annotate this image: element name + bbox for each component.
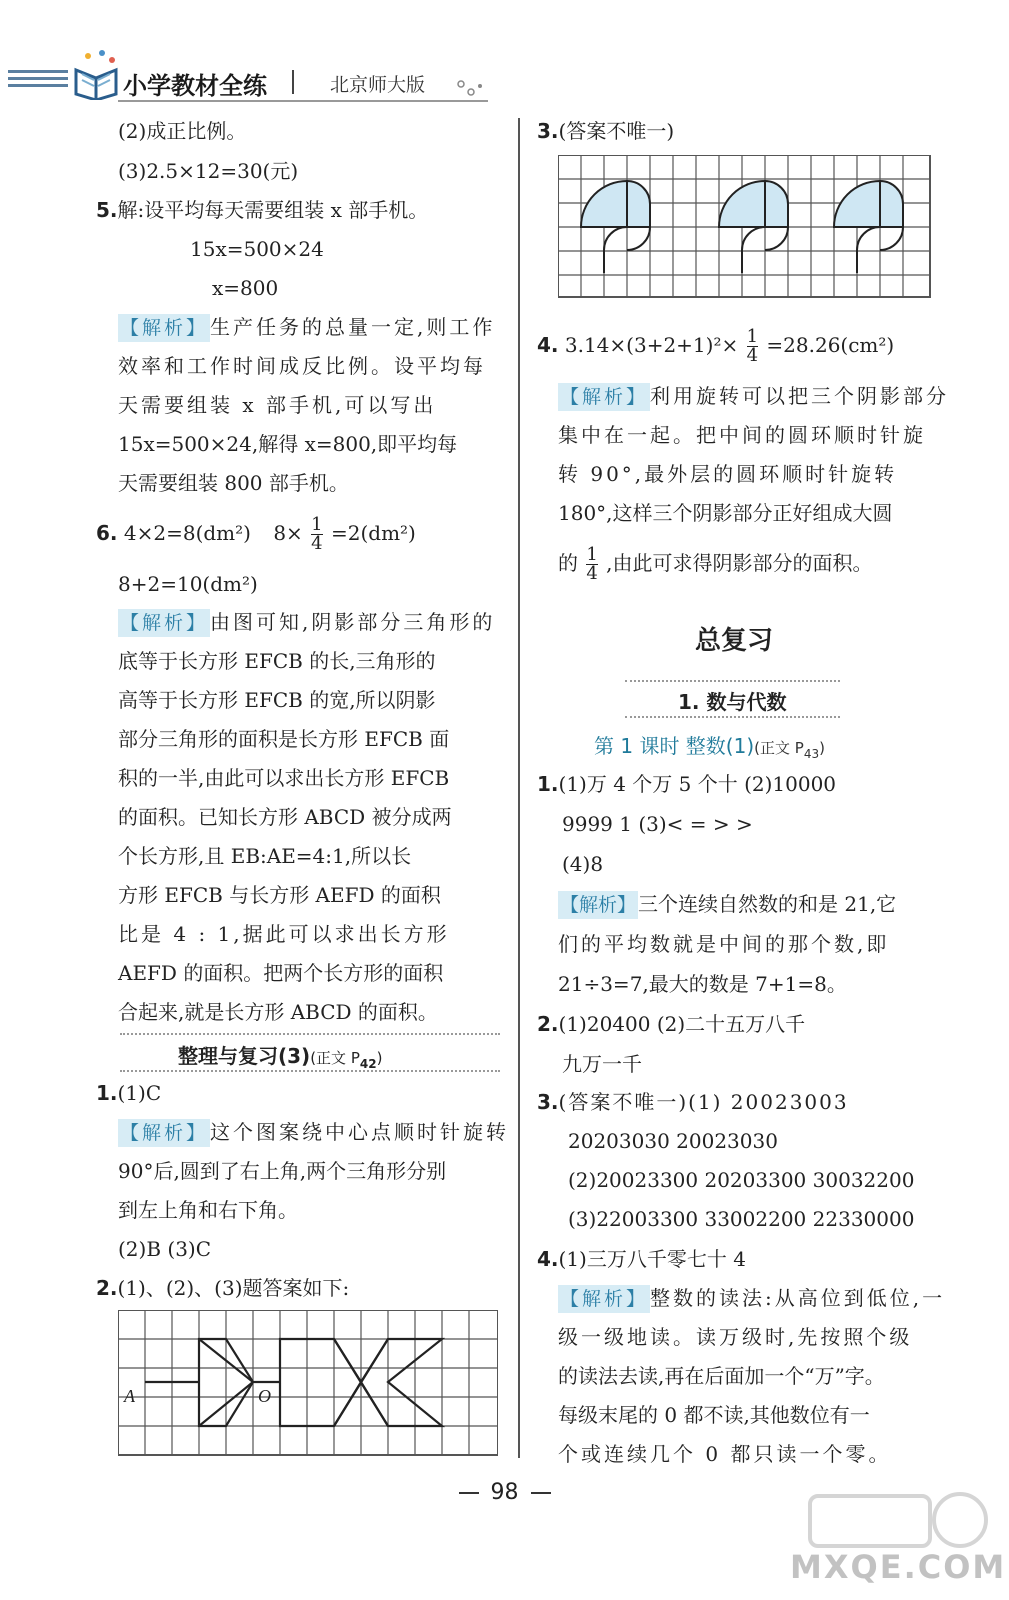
analysis-tag: 【解析】 — [558, 383, 650, 411]
lesson-question-1 — [537, 770, 836, 798]
section-ref-page: 42 — [359, 1057, 377, 1071]
review-question-2 — [96, 1274, 349, 1302]
question-number: 2. — [96, 1276, 118, 1300]
question-text: (答案不唯一) — [558, 119, 675, 143]
analysis-line: 个或连续几个 0 都只读一个零。 — [558, 1442, 892, 1466]
answer-text: 8× — [273, 521, 303, 545]
answer-line: (3)22003300 33002200 22330000 — [568, 1207, 915, 1231]
answer-line: 20203030 20023030 — [568, 1129, 778, 1153]
chapter-title: 总复习 — [695, 626, 774, 656]
fraction-numerator: 1 — [586, 544, 598, 565]
analysis-line: 方形 EFCB 与长方形 AEFD 的面积 — [118, 883, 441, 907]
lesson-question-4 — [537, 1245, 746, 1273]
analysis-line: 90°后,圆到了右上角,两个三角形分别 — [118, 1159, 447, 1183]
question-5 — [96, 196, 428, 224]
analysis-line: 比是 4 : 1,据此可以求出长方形 — [118, 922, 450, 946]
answer-text: 3.14×(3+2+1)²× — [564, 333, 739, 357]
fraction — [311, 516, 322, 553]
analysis-line — [558, 890, 896, 919]
analysis-text: 三个连续自然数的和是 21,它 — [638, 892, 897, 916]
answer-line: 九万一千 — [562, 1052, 642, 1076]
unit-rule — [625, 716, 840, 718]
brand-title: 小学教材全练 — [123, 72, 267, 100]
analysis-text: 利用旋转可以把三个阴影部分 — [650, 384, 950, 408]
analysis-line: 21÷3=7,最大的数是 7+1=8。 — [558, 972, 847, 996]
lesson-ref-page: 43 — [803, 747, 820, 761]
page-header — [0, 0, 1009, 110]
answer-text: =28.26(cm²) — [766, 333, 895, 357]
answer-text: (1)20400 (2)二十五万八千 — [558, 1012, 806, 1036]
analysis-line — [558, 546, 873, 583]
analysis-text: 生产任务的总量一定,则工作 — [210, 315, 496, 339]
analysis-line: 天需要组装 x 部手机,可以写出 — [118, 393, 437, 417]
figure-shapes — [145, 1339, 442, 1426]
question-number: 4. — [537, 333, 559, 357]
analysis-tag: 【解析】 — [118, 314, 210, 342]
question-number: 3. — [537, 1090, 559, 1114]
section-ref: (正文 P — [310, 1049, 360, 1067]
question-6 — [96, 516, 416, 553]
answer-line: (3)2.5×12=30(元) — [118, 159, 299, 183]
fraction-numerator: 1 — [746, 326, 759, 347]
analysis-line: 15x=500×24,解得 x=800,即平均每 — [118, 432, 458, 456]
section-rule — [120, 1070, 500, 1072]
header-decor-lines — [8, 70, 68, 91]
answer-text: (1)三万八千零七十 4 — [558, 1247, 746, 1271]
question-text: (1)、(2)、(3)题答案如下: — [117, 1276, 350, 1300]
lesson-question-3 — [537, 1088, 849, 1116]
analysis-line: 效率和工作时间成反比例。设平均每 — [118, 354, 486, 378]
analysis-tag: 【解析】 — [558, 1285, 650, 1313]
analysis-line: 180°,这样三个阴影部分正好组成大圆 — [558, 501, 893, 525]
pinwheel-shapes — [581, 181, 903, 273]
question-number: 4. — [537, 1247, 559, 1271]
unit-rule — [625, 680, 840, 682]
analysis-line: 们的平均数就是中间的那个数,即 — [558, 932, 890, 956]
analysis-text: 整数的读法:从高位到低位,一 — [650, 1286, 946, 1310]
book-icon — [72, 48, 120, 100]
lesson-title: 第 1 课时 整数(1) — [594, 734, 755, 758]
analysis-line: 到左上角和右下角。 — [118, 1198, 298, 1222]
analysis-line: 级一级地读。读万级时,先按照个级 — [558, 1325, 913, 1349]
analysis-line: 高等于长方形 EFCB 的宽,所以阴影 — [118, 688, 436, 712]
question-number: 5. — [96, 198, 118, 222]
analysis-tag: 【解析】 — [118, 1119, 210, 1147]
answer-line: (4)8 — [562, 852, 604, 876]
analysis-line: 积的一半,由此可以求出长方形 EFCB — [118, 766, 450, 790]
lesson-ref: (正文 P — [754, 739, 804, 757]
answer-text: (答案不唯一)(1) 20023003 — [558, 1090, 849, 1114]
answer-line: (2)20023300 20203300 30032200 — [568, 1168, 915, 1192]
answer-line: (2)成正比例。 — [118, 119, 247, 143]
analysis-tag: 【解析】 — [558, 891, 638, 919]
circle-pattern-grid-figure — [558, 155, 933, 300]
answer-line: 9999 1 (3)< = > > — [562, 812, 753, 836]
point-label-o: O — [258, 1386, 271, 1406]
question-number: 3. — [537, 119, 559, 143]
column-divider — [518, 118, 520, 1458]
analysis-line: 底等于长方形 EFCB 的长,三角形的 — [118, 649, 436, 673]
watermark-text: MXQE.COM — [790, 1548, 1007, 1586]
question-number: 2. — [537, 1012, 559, 1036]
header-rule — [118, 100, 488, 102]
analysis-text: 由图可知,阴影部分三角形的 — [210, 610, 496, 634]
unit-heading: 1. 数与代数 — [678, 690, 787, 714]
analysis-line — [118, 608, 495, 637]
analysis-line: 合起来,就是长方形 ABCD 的面积。 — [118, 1000, 438, 1024]
lesson-question-2 — [537, 1010, 805, 1038]
analysis-line — [118, 313, 495, 342]
fraction-denominator: 4 — [311, 533, 323, 554]
answer-text: (1)C — [117, 1081, 162, 1105]
analysis-line: 转 90°,最外层的圆环顺时针旋转 — [558, 462, 898, 486]
analysis-line: AEFD 的面积。把两个长方形的面积 — [118, 961, 444, 985]
answer-line: (2)B (3)C — [118, 1237, 212, 1261]
question-text: 解:设平均每天需要组装 x 部手机。 — [117, 198, 429, 222]
analysis-text: 这个图案绕中心点顺时针旋转 — [210, 1120, 510, 1144]
section-heading: 整理与复习(3)(正文 $P_{42}$) — [178, 1044, 383, 1071]
fraction — [747, 328, 758, 365]
fraction-numerator: 1 — [311, 514, 323, 535]
analysis-text: ,由此可求得阴影部分的面积。 — [606, 551, 873, 575]
answer-text: (1)万 4 个万 5 个十 (2)10000 — [558, 772, 837, 796]
analysis-line: 个长方形,且 EB:AE=4:1,所以长 — [118, 844, 412, 868]
fraction-denominator: 4 — [746, 345, 759, 366]
edition-label: 北京师大版 — [330, 74, 426, 96]
analysis-line — [118, 1118, 509, 1147]
analysis-tag: 【解析】 — [118, 609, 210, 637]
analysis-text: 的 — [558, 551, 578, 575]
review-question-3 — [537, 117, 674, 145]
page-number-text: 98 — [490, 1480, 519, 1505]
equation: 15x=500×24 — [190, 237, 324, 261]
review-question-1 — [96, 1079, 161, 1107]
header-separator — [292, 70, 294, 94]
rotation-grid-figure — [118, 1310, 498, 1460]
section-title: 整理与复习(3) — [178, 1044, 311, 1068]
point-label-a: A — [124, 1386, 135, 1406]
lesson-heading: 第 1 课时 整数(1)(正文 $P_{43}$) — [594, 734, 825, 761]
answer-text: =2(dm²) — [330, 521, 416, 545]
analysis-line — [558, 1284, 945, 1313]
question-number: 1. — [537, 772, 559, 796]
analysis-line: 天需要组装 800 部手机。 — [118, 471, 349, 495]
analysis-line — [558, 382, 949, 411]
analysis-line: 的面积。已知长方形 ABCD 被分成两 — [118, 805, 452, 829]
equation: x=800 — [212, 276, 279, 300]
analysis-line: 每级末尾的 0 都不读,其他数位有一 — [558, 1403, 870, 1427]
question-number: 6. — [96, 521, 118, 545]
answer-line: 8+2=10(dm²) — [118, 572, 258, 596]
fraction-denominator: 4 — [586, 563, 598, 584]
analysis-line: 部分三角形的面积是长方形 EFCB 面 — [118, 727, 450, 751]
section-rule — [120, 1033, 500, 1035]
analysis-line: 的读法去读,再在后面加一个“万”字。 — [558, 1364, 885, 1388]
answer-text: 4×2=8(dm²) — [123, 521, 251, 545]
analysis-line: 集中在一起。把中间的圆环顺时针旋 — [558, 423, 926, 447]
review-question-4 — [537, 328, 894, 365]
question-number: 1. — [96, 1081, 118, 1105]
fraction — [586, 546, 597, 583]
header-dots — [455, 78, 485, 98]
